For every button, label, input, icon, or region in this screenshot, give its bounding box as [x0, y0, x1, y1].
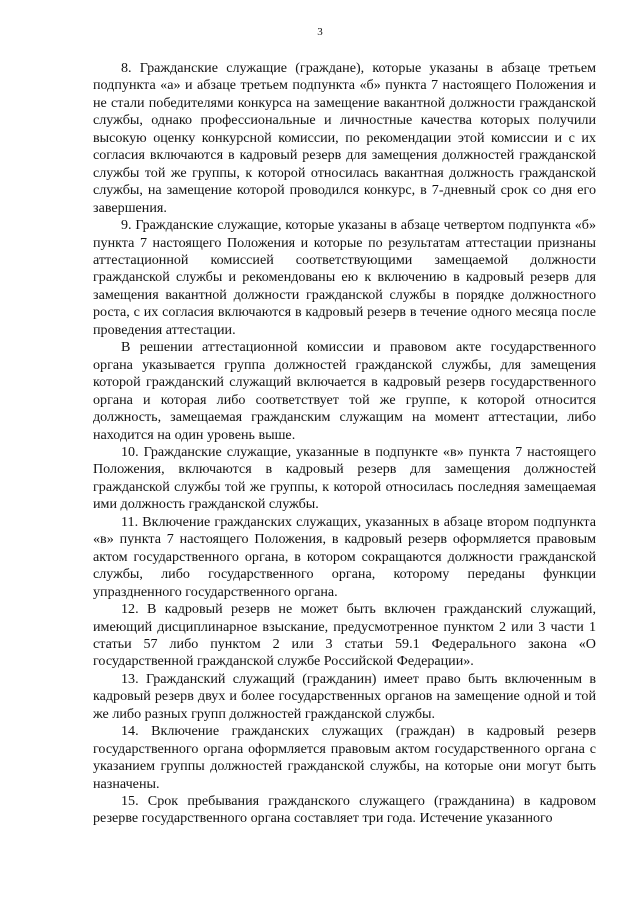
- page-number: 3: [317, 26, 323, 38]
- paragraph-12: 12. В кадровый резерв не может быть включен гражданский служащий, имеющий дисциплинарное взыскание, предусмотренное пунктом 2 или 3 части 1 статьи 57 либо пунктом 2 или 3 статьи 59.1 Федерального закона «О государственной гражданской службе Российской Федерации».: [93, 601, 596, 670]
- paragraph-13: 13. Гражданский служащий (гражданин) имеет право быть включенным в кадровый резерв двух и более государственных органов на замещение одной и той же либо разных групп должностей гражданской службы.: [93, 670, 596, 722]
- paragraph-8: 8. Гражданские служащие (граждане), которые указаны в абзаце третьем подпункта «а» и абзаце третьем подпункта «б» пункта 7 настоящего Положения и не стали победителями конкурса на замещение вакантной должности гражданской службы, однако профессиональные и личностные качества которых получили высокую оценку конкурсной комиссии, по рекомендации этой комиссии и с их согласия включаются в кадровый резерв для замещения должностей гражданской службы той же группы, к которой относилась вакантная должность гражданской службы, на замещение которой проводился конкурс, в 7-дневный срок со дня его завершения.: [93, 60, 596, 216]
- paragraph-10: 10. Гражданские служащие, указанные в подпункте «в» пункта 7 настоящего Положения, включаются в кадровый резерв для замещения должностей гражданской службы той же группы, к которой относилась последняя замещаемая ими должность гражданской службы.: [93, 443, 596, 513]
- paragraph-11: 11. Включение гражданских служащих, указанных в абзаце втором подпункта «в» пункта 7 настоящего Положения, в кадровый резерв оформляется правовым актом государственного органа, в котором сокращаются должности гражданской службы, либо государственного органа, которому переданы функции упраздненного государственного органа.: [93, 513, 596, 600]
- paragraph-14: 14. Включение гражданских служащих (граждан) в кадровый резерв государственного органа оформляется правовым актом государственного органа с указанием группы должностей гражданской службы, на которые они могут быть назначены.: [93, 723, 596, 792]
- paragraph-15: 15. Срок пребывания гражданского служащего (гражданина) в кадровом резерве государственного органа составляет три года. Истечение указанного: [93, 793, 596, 827]
- paragraph-9-continued: В решении аттестационной комиссии и правовом акте государственного органа указывается группа должностей гражданской службы, для замещения которой гражданский служащий включается в кадровый резерв государственного органа и которая либо соответствует той же группе, к которой относится должность, замещаемая гражданским служащим на момент аттестации, либо находится на один уровень выше.: [93, 339, 596, 443]
- paragraph-9: 9. Гражданские служащие, которые указаны в абзаце четвертом подпункта «б» пункта 7 настоящего Положения и которые по результатам аттестации признаны аттестационной комиссией соответствующими замещаемой должности гражданской службы и рекомендованы ею к включению в кадровый резерв для замещения вакантной должности гражданской службы в порядке должностного роста, с их согласия включаются в кадровый резерв в течение одного месяца после проведения аттестации.: [93, 217, 596, 338]
